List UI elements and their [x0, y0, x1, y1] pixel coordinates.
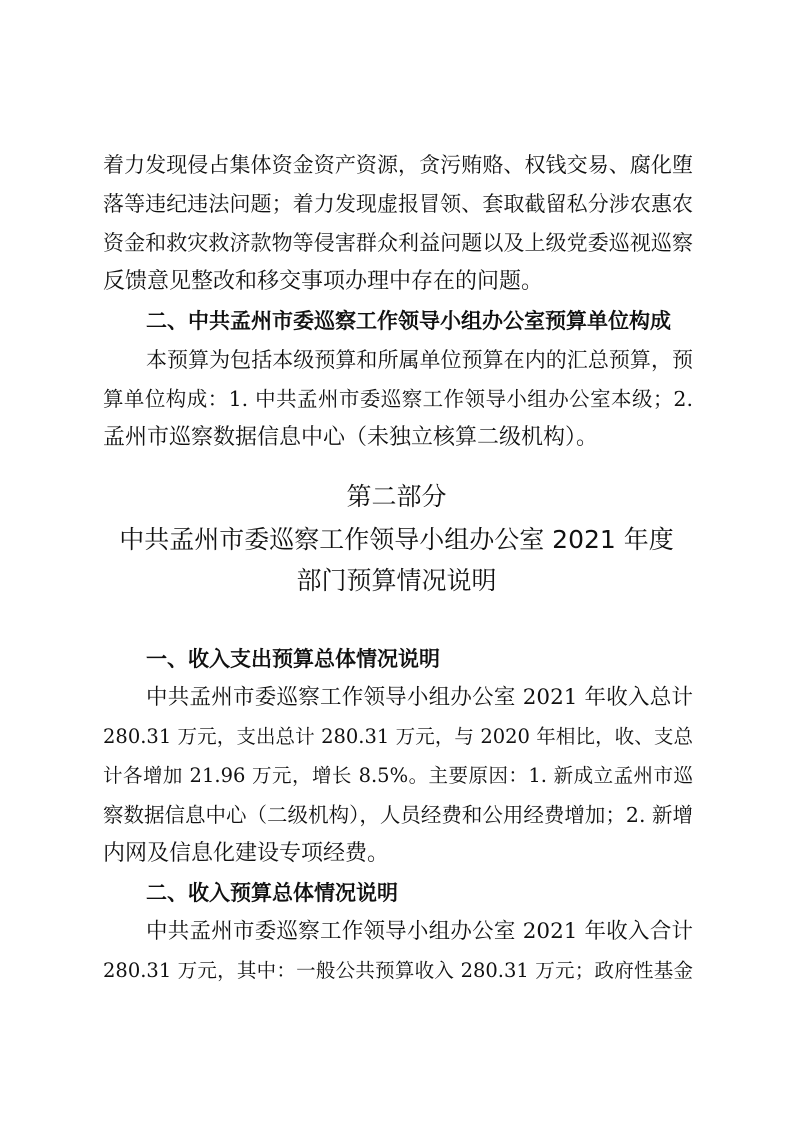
part-title: 部门预算情况说明 [296, 566, 497, 595]
paragraph-line: 内网及信息化建设专项经费。 [103, 841, 390, 866]
subsection-heading: 一、收入支出预算总体情况说明 [146, 647, 440, 671]
paragraph-line: 着力发现侵占集体资金资产资源，贪污贿赂、权钱交易、腐化堕 [103, 153, 693, 177]
paragraph-line: 本预算为包括本级预算和所属单位预算在内的汇总预算，预 [146, 348, 693, 372]
paragraph-line: 算单位构成：1. 中共孟州市委巡察工作领导小组办公室本级；2. [103, 387, 693, 411]
part-title: 中共孟州市委巡察工作领导小组办公室 2021 年度 [119, 525, 674, 554]
paragraph-line: 计各增加 21.96 万元，增长 8.5%。主要原因：1. 新成立孟州市巡 [103, 764, 693, 787]
subsection-heading: 二、收入预算总体情况说明 [146, 881, 398, 905]
part-title: 第二部分 [346, 482, 447, 511]
paragraph-line: 中共孟州市委巡察工作领导小组办公室 2021 年收入总计 [146, 685, 693, 710]
paragraph-line: 落等违纪违法问题；着力发现虚报冒领、套取截留私分涉农惠农 [103, 192, 693, 216]
paragraph-line: 反馈意见整改和移交事项办理中存在的问题。 [103, 269, 544, 294]
paragraph-line: 280.31 万元，其中：一般公共预算收入 280.31 万元；政府性基金 [103, 959, 693, 982]
section-heading: 二、中共孟州市委巡察工作领导小组办公室预算单位构成 [146, 309, 671, 333]
paragraph-line: 资金和救灾救济款物等侵害群众利益问题以及上级党委巡视巡察 [103, 231, 693, 255]
paragraph-line: 孟州市巡察数据信息中心（未独立核算二级机构）。 [103, 425, 599, 450]
paragraph-line: 280.31 万元，支出总计 280.31 万元，与 2020 年相比，收、支总 [103, 725, 693, 748]
paragraph-line: 中共孟州市委巡察工作领导小组办公室 2021 年收入合计 [146, 919, 693, 944]
paragraph-line: 察数据信息中心（二级机构），人员经费和公用经费增加；2. 新增 [103, 803, 693, 827]
